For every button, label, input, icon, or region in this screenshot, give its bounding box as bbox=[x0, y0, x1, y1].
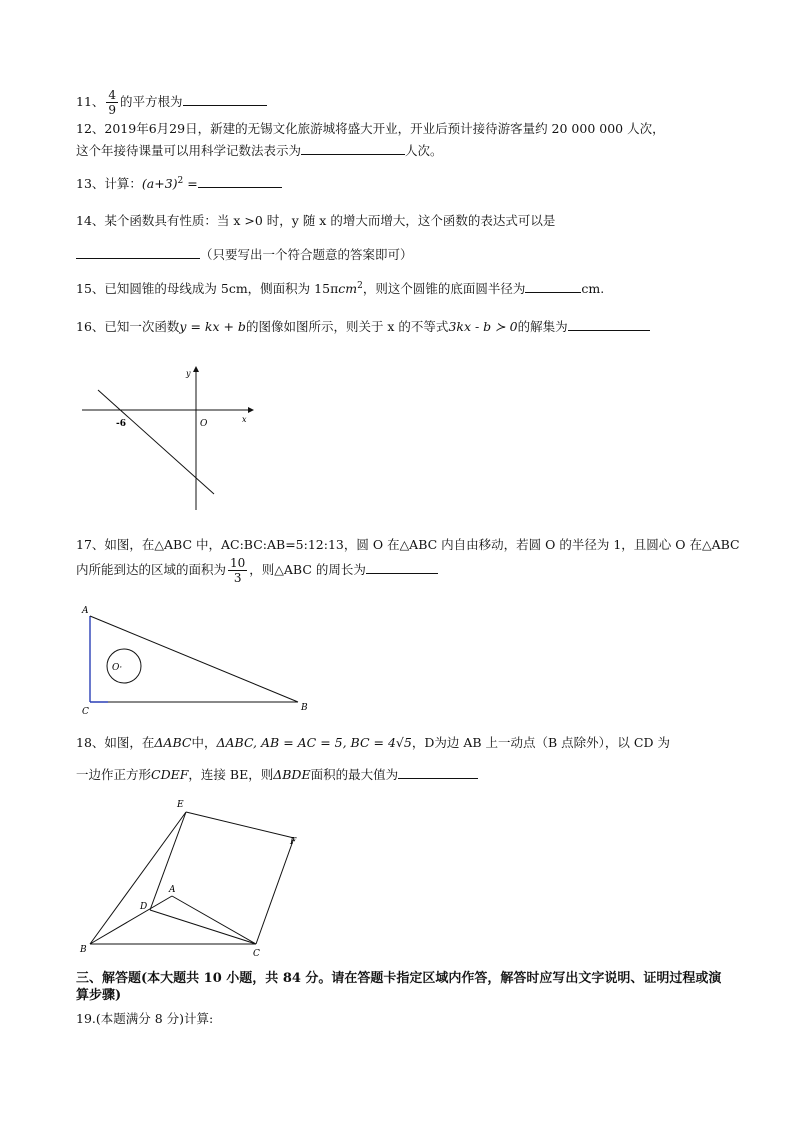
q15-unit: cm bbox=[338, 281, 358, 297]
origin-label: O bbox=[200, 419, 208, 429]
question-12-line2 bbox=[76, 140, 443, 160]
q17-text-a: 内所能到达的区域的面积为 bbox=[76, 562, 227, 577]
label-c: C bbox=[253, 949, 260, 959]
figure-18-square bbox=[76, 792, 316, 962]
figure-16-graph bbox=[78, 360, 268, 516]
label-b: B bbox=[80, 945, 87, 955]
figure-17-triangle bbox=[78, 600, 318, 720]
x-axis-arrow bbox=[248, 407, 254, 413]
q11-answer-blank[interactable] bbox=[183, 91, 267, 106]
side-ab bbox=[90, 616, 298, 702]
q14-answer-blank[interactable] bbox=[76, 244, 200, 259]
question-17-line2 bbox=[76, 556, 438, 585]
question-15 bbox=[76, 277, 604, 298]
x-label: x bbox=[242, 415, 247, 424]
side-fc bbox=[256, 838, 294, 944]
q11-frac-num: 4 bbox=[108, 88, 117, 102]
question-18-line1 bbox=[76, 734, 670, 752]
side-ed bbox=[150, 812, 186, 910]
q18-text-d: 一边作正方形 bbox=[76, 767, 152, 782]
function-line bbox=[98, 390, 214, 494]
q18-text-e: ，连接 BE，则 bbox=[188, 767, 274, 782]
label-e: E bbox=[177, 800, 184, 810]
question-12-line1: 12、2019年6月29日，新建的无锡文化旅游城将盛大开业，开业后预计接待游客量约 20 000 000 人次， bbox=[76, 121, 665, 136]
q15-text-c: cm. bbox=[581, 281, 605, 297]
label-a: A bbox=[82, 606, 89, 616]
q16-text-b: 的图像如图所示，则关于 x 的不等式 bbox=[245, 319, 449, 334]
side-ba bbox=[90, 896, 172, 944]
q17-text-b: ，则△ABC 的周长为 bbox=[249, 562, 366, 577]
y-axis-arrow bbox=[193, 366, 199, 372]
label-c: C bbox=[82, 707, 89, 717]
side-ef bbox=[186, 812, 294, 838]
label-d: D bbox=[140, 902, 148, 912]
q15-exponent: 2 bbox=[357, 281, 363, 291]
question-14-line2 bbox=[76, 244, 413, 264]
q13-answer-blank[interactable] bbox=[198, 173, 282, 188]
q17-frac-num: 10 bbox=[230, 556, 246, 570]
label-a: A bbox=[169, 885, 176, 895]
q18-answer-blank[interactable] bbox=[398, 764, 478, 779]
label-o: O· bbox=[112, 663, 123, 673]
q18-text-b: 中， bbox=[191, 735, 217, 750]
q12-text-b: 人次。 bbox=[405, 143, 443, 158]
q15-answer-blank[interactable] bbox=[525, 278, 581, 293]
q12-text-a: 这个年接待课量可以用科学记数法表示为 bbox=[76, 143, 302, 158]
q16-text-a: 16、已知一次函数 bbox=[76, 319, 180, 334]
q17-frac-den: 3 bbox=[233, 571, 242, 585]
q17-answer-blank[interactable] bbox=[366, 559, 438, 574]
side-dc bbox=[150, 910, 256, 944]
label-f: F bbox=[290, 837, 297, 847]
q11-fraction bbox=[106, 88, 118, 117]
q11-number: 11、 bbox=[76, 94, 105, 109]
q16-text-c: 的解集为 bbox=[517, 319, 568, 334]
q13-number: 13、计算： bbox=[76, 176, 142, 192]
q11-text: 的平方根为 bbox=[120, 94, 183, 109]
q16-inequality: 3kx - b ≻ 0 bbox=[448, 319, 518, 334]
q14-text: （只要写出一个符合题意的答案即可） bbox=[200, 247, 413, 262]
q18-square: CDEF bbox=[151, 767, 189, 782]
q15-text-b: ，则这个圆锥的底面圆半径为 bbox=[362, 281, 526, 297]
question-14-line1: 14、某个函数具有性质：当 x >0 时，y 随 x 的增大而增大，这个函数的表达式可以是 bbox=[76, 213, 556, 228]
label-b: B bbox=[301, 703, 308, 713]
question-16 bbox=[76, 316, 650, 336]
question-18-line2 bbox=[76, 764, 478, 784]
q16-function: y = kx + b bbox=[179, 319, 246, 334]
y-label: y bbox=[186, 369, 191, 378]
section-3-title: 三、解答题(本大题共 10 小题，共 84 分。请在答题卡指定区域内作答，解答时应写出文字说明、证明过程或演算步骤) bbox=[76, 971, 722, 1003]
q18-text-c: ，D为边 AB 上一动点（B 点除外），以 CD 为 bbox=[411, 735, 670, 750]
question-11 bbox=[76, 88, 267, 117]
question-19: 19.(本题满分 8 分)计算: bbox=[76, 1011, 214, 1026]
q18-triangle-1: ΔABC bbox=[154, 735, 192, 750]
q13-expression: (a+3) bbox=[141, 176, 178, 192]
q18-text-a: 18、如图，在 bbox=[76, 735, 155, 750]
side-ac bbox=[172, 896, 256, 944]
q17-fraction bbox=[228, 556, 247, 585]
q18-condition: ΔABC, AB = AC = 5, BC = 4√5 bbox=[216, 735, 412, 750]
q16-answer-blank[interactable] bbox=[568, 316, 650, 331]
intercept-label: -6 bbox=[116, 419, 126, 429]
segment-be bbox=[90, 812, 186, 944]
q13-equals: = bbox=[183, 176, 198, 192]
question-13 bbox=[76, 172, 282, 193]
q12-answer-blank[interactable] bbox=[301, 140, 405, 155]
q11-frac-den: 9 bbox=[108, 103, 117, 117]
q15-text-a: 15、已知圆锥的母线成为 5cm，侧面积为 15π bbox=[76, 281, 339, 297]
question-17-line1: 17、如图，在△ABC 中，AC:BC:AB=5:12:13，圆 O 在△ABC 内自由移动，若圆 O 的半径为 1，且圆心 O 在△ABC bbox=[76, 537, 740, 552]
q18-triangle-2: ΔBDE bbox=[273, 767, 311, 782]
q18-text-f: 面积的最大值为 bbox=[310, 767, 399, 782]
q13-exponent: 2 bbox=[177, 176, 184, 186]
